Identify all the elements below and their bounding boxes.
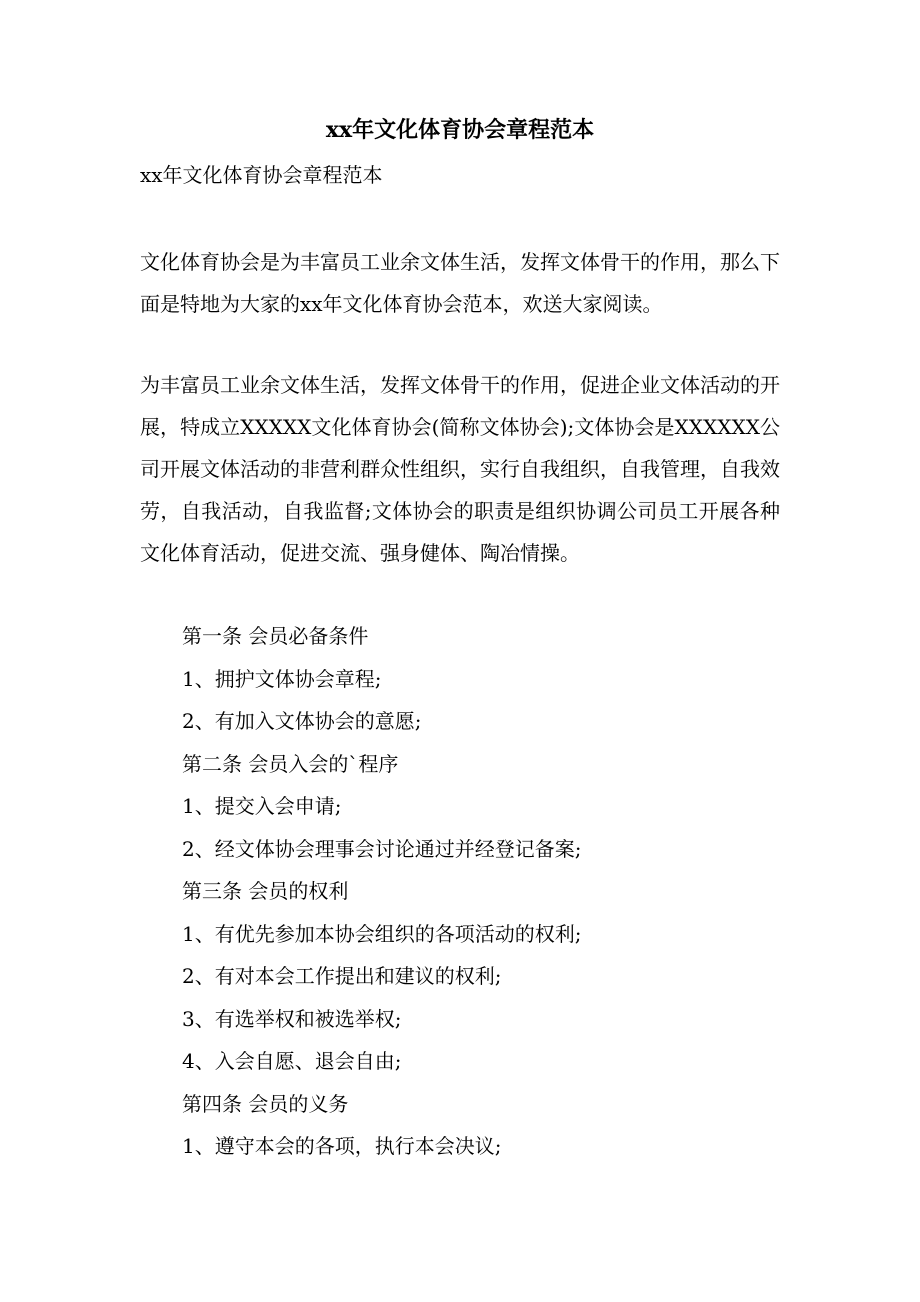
purpose-paragraph: 为丰富员工业余文体生活，发挥文体骨干的作用，促进企业文体活动的开展，特成立XXXXX文化体育协会(简称文体协会);文体协会是XXXXXX公司开展文体活动的非营利群众性组织，实行自我组织，自我管理，自我效劳，自我活动，自我监督;文体协会的职责是组织协调公司员工开展各种文化体育活动，促进交流、强身健体、陶冶情操。 — [140, 373, 780, 565]
document-title: xx年文化体育协会章程范本 — [325, 117, 595, 143]
article-item: 1、遵守本会的各项，执行本会决议; — [182, 1134, 502, 1158]
document-subtitle: xx年文化体育协会章程范本 — [140, 163, 383, 187]
article-heading: 第二条 会员入会的`程序 — [182, 751, 399, 776]
article-item: 1、拥护文体协会章程; — [182, 666, 382, 691]
article-item: 1、有优先参加本协会组织的各项活动的权利; — [182, 921, 582, 946]
article-item: 2、经文体协会理事会讨论通过并经登记备案; — [182, 836, 582, 861]
article-item: 2、有加入文体协会的意愿; — [182, 709, 422, 733]
article-heading: 第四条 会员的义务 — [182, 1091, 349, 1116]
articles-list — [182, 615, 782, 1168]
intro-paragraph: 文化体育协会是为丰富员工业余文体生活，发挥文体骨干的作用，那么下面是特地为大家的xx年文化体育协会范本，欢送大家阅读。 — [140, 250, 780, 316]
article-item: 3、有选举权和被选举权; — [182, 1006, 402, 1031]
article-heading: 第三条 会员的权利 — [182, 879, 349, 903]
article-item: 1、提交入会申请; — [182, 794, 342, 818]
article-heading: 第一条 会员必备条件 — [182, 624, 369, 648]
article-item: 4、入会自愿、退会自由; — [182, 1049, 402, 1073]
article-item: 2、有对本会工作提出和建议的权利; — [182, 964, 502, 988]
